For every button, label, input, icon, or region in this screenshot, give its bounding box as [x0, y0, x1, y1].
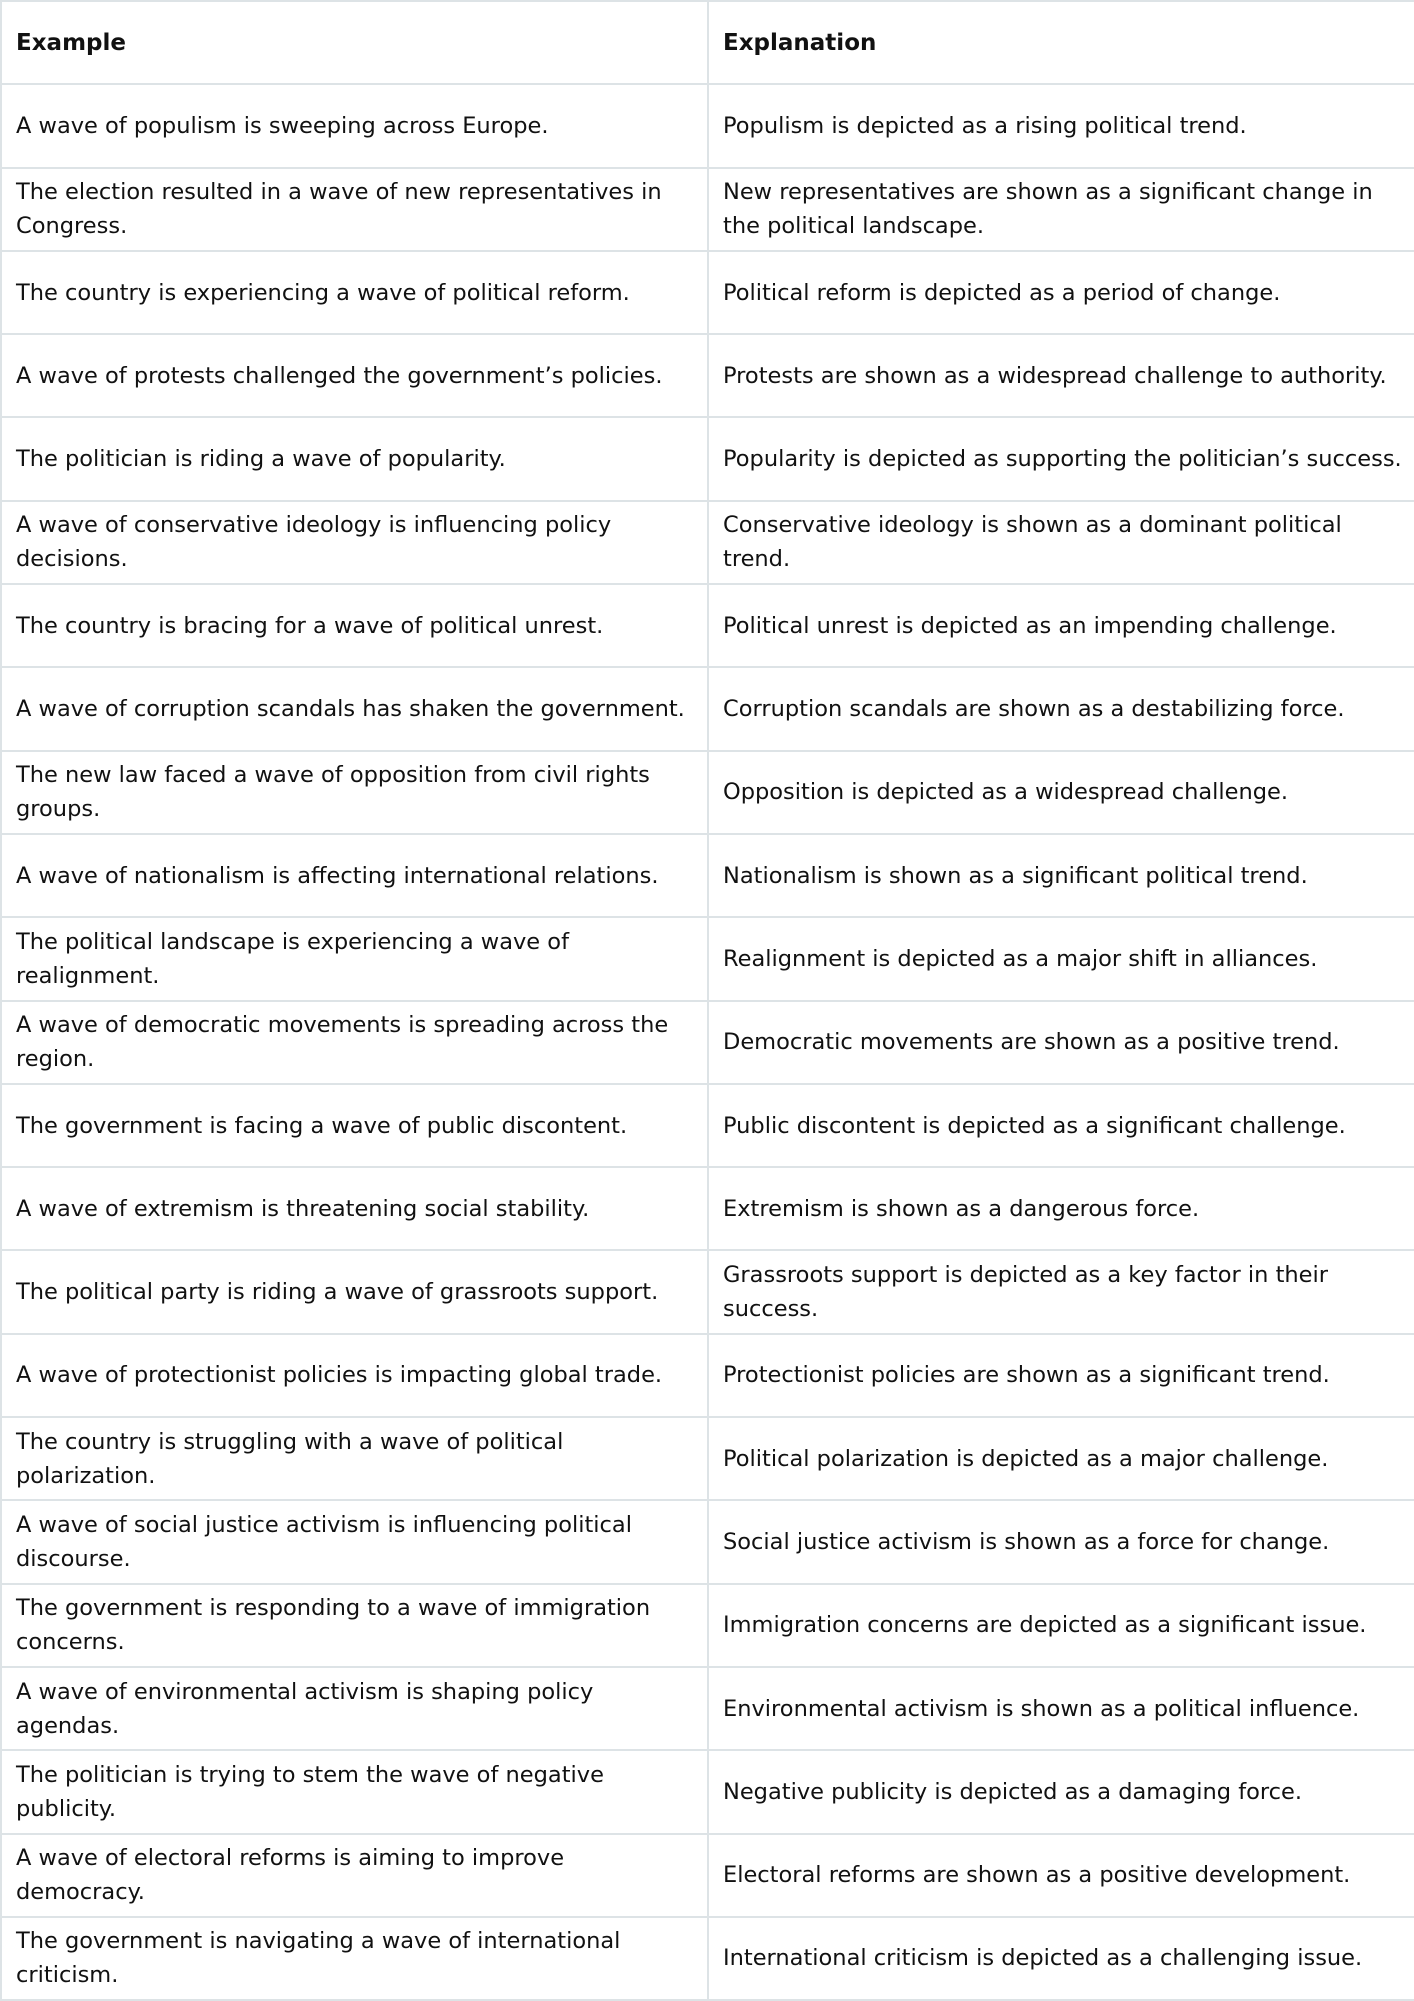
- example-cell: The country is struggling with a wave of political polarization.: [1, 1417, 708, 1500]
- explanation-cell: New representatives are shown as a significant change in the political landscape.: [708, 168, 1414, 251]
- example-cell: A wave of extremism is threatening social stability.: [1, 1167, 708, 1250]
- explanation-cell: Political reform is depicted as a period of change.: [708, 251, 1414, 334]
- explanation-cell: International criticism is depicted as a challenging issue.: [708, 1917, 1414, 2000]
- explanation-cell: Political polarization is depicted as a major challenge.: [708, 1417, 1414, 1500]
- explanation-cell: Populism is depicted as a rising political trend.: [708, 84, 1414, 167]
- example-cell: The country is experiencing a wave of political reform.: [1, 251, 708, 334]
- explanation-cell: Corruption scandals are shown as a destabilizing force.: [708, 667, 1414, 750]
- explanation-cell: Conservative ideology is shown as a dominant political trend.: [708, 501, 1414, 584]
- example-cell: A wave of conservative ideology is influencing policy decisions.: [1, 501, 708, 584]
- example-cell: The political party is riding a wave of grassroots support.: [1, 1250, 708, 1333]
- explanation-cell: Environmental activism is shown as a political influence.: [708, 1667, 1414, 1750]
- explanation-cell: Negative publicity is depicted as a damaging force.: [708, 1750, 1414, 1833]
- header-example: Example: [1, 1, 708, 84]
- example-cell: A wave of social justice activism is influencing political discourse.: [1, 1500, 708, 1583]
- example-cell: The politician is riding a wave of popularity.: [1, 417, 708, 500]
- table-row: [1, 584, 1414, 667]
- table-row: [1, 84, 1414, 167]
- explanation-cell: Protectionist policies are shown as a significant trend.: [708, 1334, 1414, 1417]
- table-row: [1, 1417, 1414, 1500]
- explanation-cell: Social justice activism is shown as a force for change.: [708, 1500, 1414, 1583]
- explanation-cell: Electoral reforms are shown as a positive development.: [708, 1834, 1414, 1917]
- table-row: [1, 1250, 1414, 1333]
- table-row: [1, 1001, 1414, 1084]
- example-cell: A wave of corruption scandals has shaken the government.: [1, 667, 708, 750]
- explanation-cell: Immigration concerns are depicted as a significant issue.: [708, 1584, 1414, 1667]
- table-row: [1, 1834, 1414, 1917]
- example-cell: A wave of protests challenged the government’s policies.: [1, 334, 708, 417]
- explanation-cell: Protests are shown as a widespread challenge to authority.: [708, 334, 1414, 417]
- explanation-cell: Public discontent is depicted as a significant challenge.: [708, 1084, 1414, 1167]
- explanation-cell: Extremism is shown as a dangerous force.: [708, 1167, 1414, 1250]
- table-body: [1, 84, 1414, 2000]
- explanation-cell: Nationalism is shown as a significant political trend.: [708, 834, 1414, 917]
- explanation-cell: Opposition is depicted as a widespread challenge.: [708, 751, 1414, 834]
- table-row: [1, 1084, 1414, 1167]
- example-cell: The politician is trying to stem the wave of negative publicity.: [1, 1750, 708, 1833]
- table-row: [1, 834, 1414, 917]
- table-row: [1, 1167, 1414, 1250]
- example-cell: The election resulted in a wave of new representatives in Congress.: [1, 168, 708, 251]
- explanation-cell: Grassroots support is depicted as a key factor in their success.: [708, 1250, 1414, 1333]
- table-row: [1, 1334, 1414, 1417]
- table-row: [1, 667, 1414, 750]
- table-row: [1, 1584, 1414, 1667]
- table-row: [1, 1917, 1414, 2000]
- explanation-cell: Realignment is depicted as a major shift in alliances.: [708, 917, 1414, 1000]
- header-explanation: Explanation: [708, 1, 1414, 84]
- header-row: [1, 1, 1414, 84]
- table-row: [1, 417, 1414, 500]
- example-cell: The government is facing a wave of public discontent.: [1, 1084, 708, 1167]
- explanation-cell: Popularity is depicted as supporting the politician’s success.: [708, 417, 1414, 500]
- example-cell: A wave of nationalism is affecting international relations.: [1, 834, 708, 917]
- table-row: [1, 1667, 1414, 1750]
- example-cell: The new law faced a wave of opposition from civil rights groups.: [1, 751, 708, 834]
- table-row: [1, 334, 1414, 417]
- example-cell: The government is navigating a wave of international criticism.: [1, 1917, 708, 2000]
- table-row: [1, 751, 1414, 834]
- example-cell: The country is bracing for a wave of political unrest.: [1, 584, 708, 667]
- example-cell: A wave of environmental activism is shaping policy agendas.: [1, 1667, 708, 1750]
- table-row: [1, 501, 1414, 584]
- explanation-cell: Political unrest is depicted as an impending challenge.: [708, 584, 1414, 667]
- table-row: [1, 917, 1414, 1000]
- example-cell: A wave of protectionist policies is impacting global trade.: [1, 1334, 708, 1417]
- example-cell: A wave of electoral reforms is aiming to improve democracy.: [1, 1834, 708, 1917]
- example-cell: The political landscape is experiencing a wave of realignment.: [1, 917, 708, 1000]
- example-cell: The government is responding to a wave of immigration concerns.: [1, 1584, 708, 1667]
- table-row: [1, 1750, 1414, 1833]
- explanation-cell: Democratic movements are shown as a positive trend.: [708, 1001, 1414, 1084]
- table-row: [1, 251, 1414, 334]
- example-cell: A wave of populism is sweeping across Europe.: [1, 84, 708, 167]
- table-row: [1, 168, 1414, 251]
- example-cell: A wave of democratic movements is spreading across the region.: [1, 1001, 708, 1084]
- table-row: [1, 1500, 1414, 1583]
